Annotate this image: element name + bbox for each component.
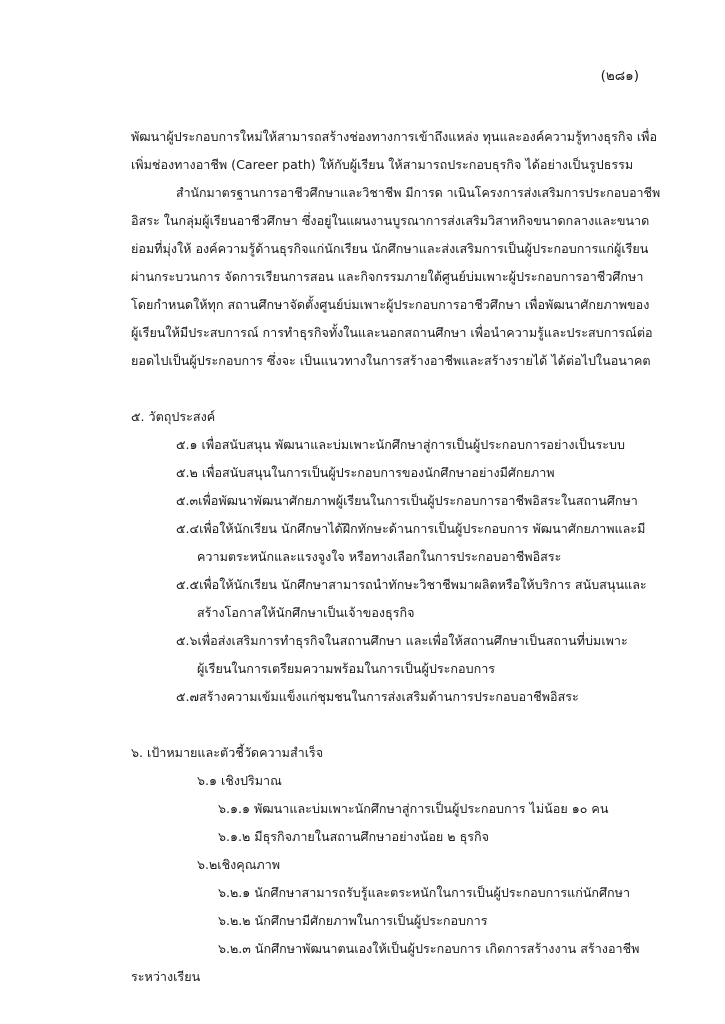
- objective-5-7: ๕.๗สร้างความเข้มแข็งแก่ชุมชนในการส่งเสริมด้านการประกอบอาชีพอิสระ: [176, 689, 579, 704]
- intro-line-8: ผู้เรียนให้มีประสบการณ์ การทำธุรกิจทั้งในและนอกสถานศึกษา เพื่อนำความรู้และประสบการณ์ต่อ: [131, 325, 653, 340]
- section-5-heading: ๕. วัตถุประสงค์: [131, 409, 216, 424]
- target-6-2-3-cont: ระหว่างเรียน: [131, 969, 201, 984]
- objective-5-4: ๕.๔เพื่อให้นักเรียน นักศึกษาได้ฝึกทักษะด้านการเป็นผู้ประกอบการ พัฒนาศักยภาพและมี: [176, 521, 646, 536]
- intro-line-6: ผ่านกระบวนการ จัดการเรียนการสอน และกิจกรรมภายใต้ศูนย์บ่มเพาะผู้ประกอบการอาชีวศึกษา: [131, 269, 644, 284]
- objective-5-5-cont: สร้างโอกาสให้นักศึกษาเป็นเจ้าของธุรกิจ: [197, 605, 415, 620]
- target-6-2-3: ๖.๒.๓ นักศึกษาพัฒนาตนเองให้เป็นผู้ประกอบการ เกิดการสร้างงาน สร้างอาชีพ: [218, 941, 640, 956]
- intro-line-2: เพิ่มช่องทางอาชีพ (Career path) ให้กับผู้เรียน ให้สามารถประกอบธุรกิจ ได้อย่างเป็นรูปธรรม: [131, 157, 634, 172]
- objective-5-1: ๕.๑ เพื่อสนับสนุน พัฒนาและบ่มเพาะนักศึกษาสู่การเป็นผู้ประกอบการอย่างเป็นระบบ: [176, 437, 626, 452]
- objective-5-4-cont: ความตระหนักและแรงจูงใจ หรือทางเลือกในการประกอบอาชีพอิสระ: [197, 549, 562, 564]
- target-6-2-2: ๖.๒.๒ นักศึกษามีศักยภาพในการเป็นผู้ประกอบการ: [218, 913, 488, 928]
- objective-5-6: ๕.๖เพื่อส่งเสริมการทำธุรกิจในสถานศึกษา และเพื่อให้สถานศึกษาเป็นสถานที่บ่มเพาะ: [176, 633, 628, 648]
- objective-5-2: ๕.๒ เพื่อสนับสนุนในการเป็นผู้ประกอบการของนักศึกษาอย่างมีศักยภาพ: [176, 465, 555, 480]
- target-6-1-2: ๖.๑.๒ มีธุรกิจภายในสถานศึกษาอย่างน้อย ๒ ธุรกิจ: [218, 829, 490, 844]
- target-6-2-1: ๖.๒.๑ นักศึกษาสามารถรับรู้และตระหนักในการเป็นผู้ประกอบการแก่นักศึกษา: [218, 885, 631, 900]
- objective-5-5: ๕.๕เพื่อให้นักเรียน นักศึกษาสามารถนำทักษะวิชาชีพมาผลิตหรือให้บริการ สนับสนุนและ: [176, 577, 647, 592]
- target-6-1-1: ๖.๑.๑ พัฒนาและบ่มเพาะนักศึกษาสู่การเป็นผู้ประกอบการ ไม่น้อย ๑๐ คน: [218, 801, 609, 816]
- page-number: (๒๘๑): [600, 68, 639, 84]
- intro-line-5: ย่อมที่มุ่งให้ องค์ความรู้ด้านธุรกิจแก่นักเรียน นักศึกษาและส่งเสริมการเป็นผู้ประกอบการแก่ผู้เรียน: [131, 241, 649, 256]
- intro-line-1: พัฒนาผู้ประกอบการใหม่ให้สามารถสร้างช่องทางการเข้าถึงแหล่ง ทุนและองค์ความรู้ทางธุรกิจ เพื่อ: [131, 129, 658, 144]
- quality-heading: ๖.๒เชิงคุณภาพ: [197, 857, 281, 872]
- intro-line-7: โดยกำหนดให้ทุก สถานศึกษาจัดตั้งศูนย์บ่มเพาะผู้ประกอบการอาชีวศึกษา เพื่อพัฒนาศักยภาพของ: [131, 297, 650, 312]
- objective-5-3: ๕.๓เพื่อพัฒนาพัฒนาศักยภาพผู้เรียนในการเป็นผู้ประกอบการอาชีพอิสระในสถานศึกษา: [176, 493, 638, 508]
- intro-line-4: อิสระ ในกลุ่มผู้เรียนอาชีวศึกษา ซึ่งอยู่ในแผนงานบูรณาการส่งเสริมวิสาหกิจขนาดกลางและขนาด: [131, 213, 650, 228]
- quantity-heading: ๖.๑ เชิงปริมาณ: [197, 773, 282, 788]
- intro-line-3: สำนักมาตรฐานการอาชีวศึกษาและวิชาชีพ มีการด าเนินโครงการส่งเสริมการประกอบอาชีพ: [176, 185, 661, 200]
- section-6-heading: ๖. เป้าหมายและตัวชี้วัดความสำเร็จ: [131, 745, 324, 760]
- intro-line-9: ยอดไปเป็นผู้ประกอบการ ซึ่งจะ เป็นแนวทางในการสร้างอาชีพและสร้างรายได้ ได้ต่อไปในอนาคต: [131, 353, 651, 368]
- objective-5-6-cont: ผู้เรียนในการเตรียมความพร้อมในการเป็นผู้ประกอบการ: [197, 661, 496, 676]
